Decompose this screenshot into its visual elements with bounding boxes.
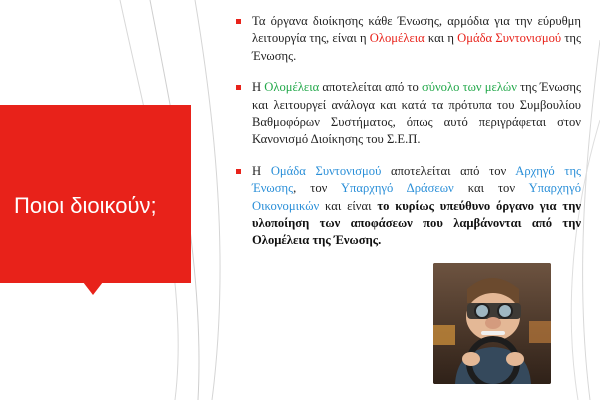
- bullet-text: Τα όργανα διοίκησης κάθε Ένωσης, αρμόδια για την εύρυθμη λειτουργία της, είναι η: [252, 14, 581, 46]
- bullet-marker-icon: [236, 85, 241, 90]
- highlighted-term: σύνολο των μελών: [421, 80, 517, 95]
- bullet-item: [232, 163, 581, 250]
- bullet-text: της Ένωσης και λειτουργεί ανάλογα και κατά τα πρότυπα του Συμβουλίου Βαθμοφόρων Συστήματος, όπως αυτό περιγράφεται στον Κανονισμό Διοίκησης του Σ.Ε.Π.: [252, 80, 581, 147]
- arc-line: [583, 40, 600, 400]
- highlighted-term: Υπαρχηγό Οικονομικών: [252, 181, 581, 213]
- bullet-marker-icon: [236, 19, 241, 24]
- bullet-item: [232, 79, 581, 149]
- bullet-text: και η: [424, 31, 458, 46]
- title-box: [0, 105, 191, 283]
- title-pointer: [83, 282, 103, 295]
- bullet-text: αποτελείται από το: [319, 80, 422, 95]
- highlighted-term: το κυρίως υπεύθυνο όργανο για την υλοποίηση των αποφάσεων που λαμβάνονται από την Ολομέλεια της Ένωσης.: [252, 198, 581, 248]
- bullet-text: Η: [252, 80, 265, 95]
- bullet-list: [232, 13, 581, 264]
- bullet-text: αποτελείται από τον: [381, 163, 516, 178]
- highlighted-term: Ομάδα Συντονισμού: [270, 163, 382, 178]
- bullet-text: , τον: [293, 181, 341, 196]
- bullet-text: Η: [252, 163, 271, 178]
- character-photo: [433, 263, 551, 384]
- slide-title: Ποιοι διοικούν;: [14, 193, 157, 218]
- highlighted-term: Υπαρχηγό Δράσεων: [340, 181, 454, 196]
- highlighted-term: Ολομέλεια: [369, 31, 425, 46]
- bullet-text: και τον: [453, 181, 529, 196]
- bullet-text: της Ένωσης.: [252, 31, 581, 63]
- highlighted-term: Αρχηγό της Ένωσης: [252, 163, 582, 196]
- bullet-text: και είναι: [319, 198, 378, 213]
- highlighted-term: Ολομέλεια: [264, 80, 320, 95]
- bullet-item: [232, 13, 581, 65]
- highlighted-term: Ομάδα Συντονισμού: [457, 31, 562, 46]
- bullet-marker-icon: [236, 169, 241, 174]
